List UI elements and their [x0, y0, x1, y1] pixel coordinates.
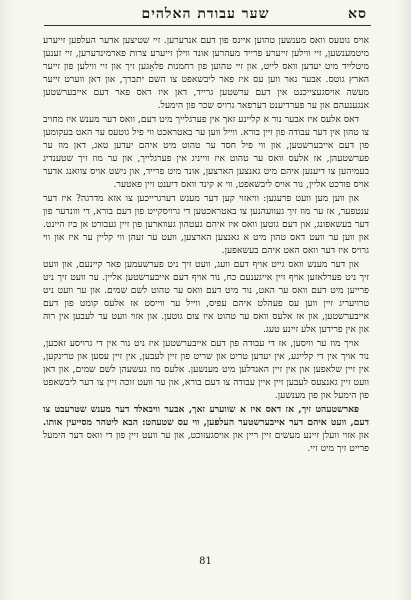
- paragraph-3-text: און ווען מען וועט פרעגען: וויאזוי קען דער מענש דערגרייכען צו אזא מדרגה? איז דער ענטפער, אז ער מוז זיך געוועהנען צו באטראכטען די גרויסקייט פון דעם בורא, די ווונדער פון דער בעשאפונג, און דעם גוטען וואס איז איהם געטהון געווארען פון זיין געבורט אן ביז היינט. און ווען ער וועט דאס טהון מיט א גאנצען הארצען, וועט ער זעהן ווי קליין ער איז און ווי גרויס איז דער וואס האט איהם בעשאפען.: [43, 193, 369, 256]
- paragraph-4: [43, 258, 369, 336]
- page-header: [44, 6, 367, 22]
- paragraph-1: [43, 34, 369, 112]
- paragraph-6-lead: פארשטעהט זיך, אז דאס איז א שווערע זאך, אבער וויבאלד דער מענש שטרעבט צו דעם, וועט איהם דער אייבערשטער העלפען, ווי עס שטעהט: הבא ליטהר מסייעין אותו.: [43, 404, 369, 428]
- paragraph-5: [43, 337, 369, 402]
- page-number: 81: [199, 556, 212, 567]
- paragraph-2: [43, 113, 369, 191]
- paragraph-6-text: און אזוי וועלן זיינע מעשים זיין ריין און אויסגעזוכט, און ער וועט זיין פון די וואס דער הימעל פרייט זיך מיט זיי.: [43, 430, 369, 454]
- paragraph-3: [43, 192, 369, 257]
- header-rule: [44, 25, 371, 26]
- paragraph-2-text: דאס אלעס איז אבער נור א קליינע זאך אין פערגלייך מיט דעם, וואס דער מענש איז מחויב צו טהון אין דער עבודה פון זיין בורא. ווייל ווען ער באטראכט ווי פיל גוטעס ער האט בעקומען פון דעם אייבערשטען, און ווי פיל חסד ער טהוט מיט איהם יעדען טאג, דאן מוז ער פערשטעהן, אז אלעס וואס ער טהוט איז ווייניג אין פערגלייך, און ער מוז זיך שטענדיג בעמיהען צו דיענען איהם מיט גאנצען הארצען, אונד מיט פרייד, און נישט אויס צוואנג אדער אויס פורכט אליין, נור אויס ליבשאפט, ווי א קינד וואס דיענט זיין פאטער.: [43, 114, 369, 190]
- body-text: [43, 34, 369, 456]
- paragraph-1-text: אויס גוטעס וואס מענשען טהוען איינס פון דעם אנדערען. זיי שטיצען אדער העלפען זייערע מיטמענשען, זיי ווילען זייערע פרייד מעהרען אונד ווילן זייערע צרות פארמינדערען, זיי זענען מיטלייד מיט יעדען וואס לייט, און זיי טהוען פון רחמנות פלאָגען זיך און זיי ווילען פון זייער הארץ גוטס. אבער נאר ווען עס איז פאר ליבשאפט צו השם יתברך, און דאן ווערט זייער מעשה אויסגעצייכנט אין דעם ערשטען גרייד, דאן איז דאס פאר דעם אייבערשטען אנגענעהם און ער פערדיענט דערפאר גרויס שכר פון הימעל.: [43, 35, 369, 111]
- paragraph-4-text: און דער מענש וואס גייט אויף דעם וועג, וועט זיך ניט פערשעמען פאר קיינעם, און וועט זיך ניט פערלאזען אויף זיין אייגענעם כח, נור אויף דעם אייבערשטען אליין. ער וועט זיך ניט פרייען מיט דעם וואס ער האט, נור מיט דעם וואס ער טהוט לשם שמים. און ער וועט ניט טרויעריג זיין ווען עס פעהלט איהם עפיס, ווייל ער ווייסט אז אלעס קומט פון דעם אייבערשטען, און אז אלעס וואס ער טהוט איז צום גוטען. און אזוי וועט ער לעבען אין רוה און אין פרידען אלע זיינע טעג.: [43, 259, 369, 335]
- hebrew-folio-number: סא: [348, 6, 367, 22]
- paragraph-5-text: אויך מוז ער וויסען, אז די עבודה פון דעם אייבערשטען איז ניט נור אין די גרויסע זאכען, נור אויך אין די קליינע, אין יעדען טריט און שריט פון זיין לעבען, אין זיין עסען און טרינקען, אין זיין שלאפען און אין זיין האנדלען מיט מענשען. אלעס מוז געשעהן לשם שמים, און דאן וועט זיין גאנצעס לעבען זיין איין עבודה צו דעם בורא, און ער וועט זוכה זיין צו דער ליבשאפט פון הימעל און פון מענשען.: [43, 338, 369, 401]
- paragraph-6: [43, 403, 369, 455]
- running-title: שער עבודת האלהים: [141, 6, 270, 22]
